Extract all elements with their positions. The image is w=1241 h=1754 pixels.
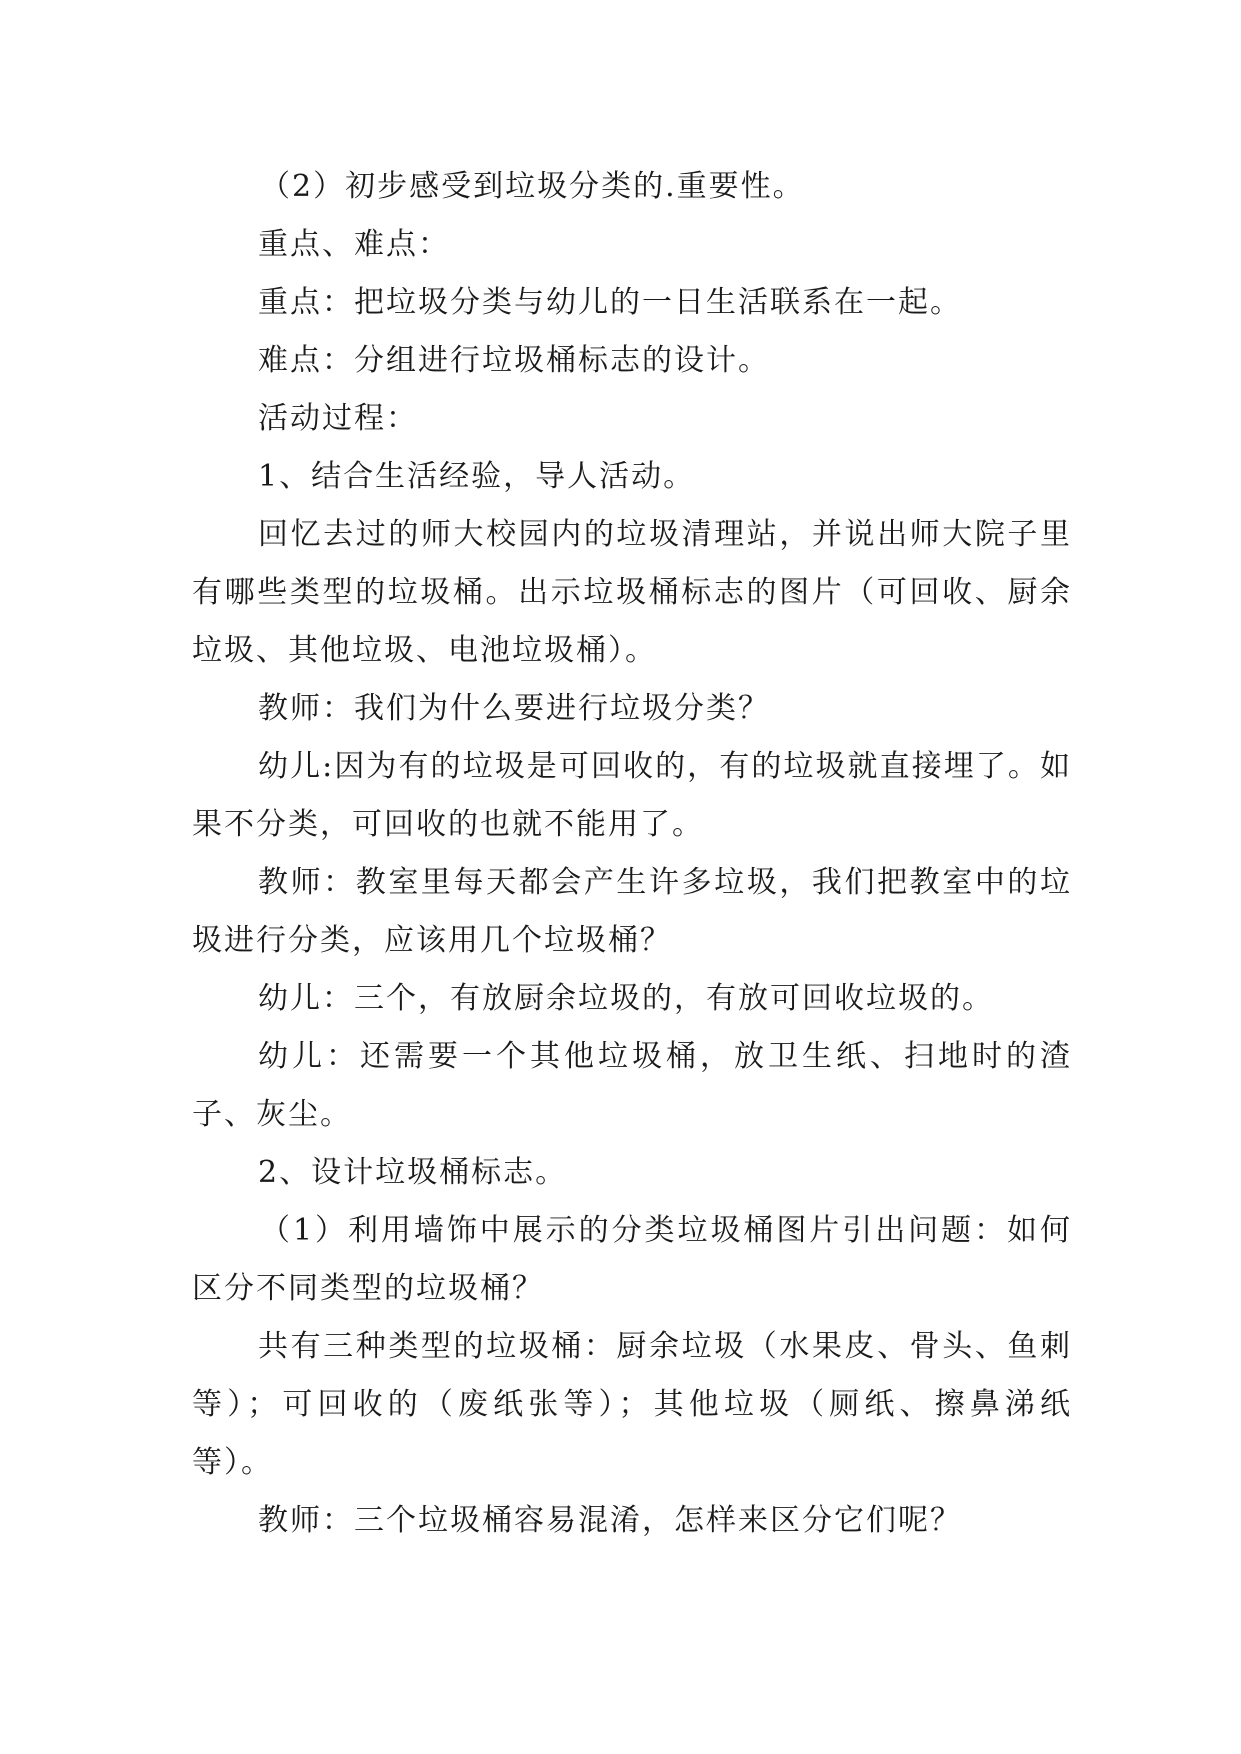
paragraph-child-answer-2: 幼儿：三个，有放厨余垃圾的，有放可回收垃圾的。 [258,981,994,1016]
paragraph-key-point: 重点：把垃圾分类与幼儿的一日生活联系在一起。 [258,285,962,320]
paragraph-key-points-heading: 重点、难点： [258,227,450,262]
paragraph-teacher-question-3: 教师：三个垃圾桶容易混淆，怎样来区分它们呢？ [258,1503,962,1538]
paragraph-teacher-question-1: 教师：我们为什么要进行垃圾分类？ [258,691,770,726]
paragraph-step-1: 1、结合生活经验，导人活动。 [258,459,696,494]
document-body [192,158,1072,1550]
paragraph-step-2: 2、设计垃圾桶标志。 [258,1155,568,1190]
paragraph-difficulty: 难点：分组进行垃圾桶标志的设计。 [258,343,770,378]
paragraph-goal-2: （2）初步感受到垃圾分类的.重要性。 [260,169,805,204]
paragraph-bin-types: 共有三种类型的垃圾桶：厨余垃圾（水果皮、骨头、鱼刺等）；可回收的（废纸张等）；其他垃圾（厕纸、擦鼻涕纸等）。 [192,1329,1072,1480]
paragraph-step-2-1: （1）利用墙饰中展示的分类垃圾桶图片引出问题：如何区分不同类型的垃圾桶？ [192,1213,1072,1306]
paragraph-child-answer-1: 幼儿:因为有的垃圾是可回收的，有的垃圾就直接埋了。如果不分类，可回收的也就不能用了。 [192,749,1072,842]
paragraph-process-heading: 活动过程： [258,401,418,436]
paragraph-recall: 回忆去过的师大校园内的垃圾清理站，并说出师大院子里有哪些类型的垃圾桶。出示垃圾桶标志的图片（可回收、厨余垃圾、其他垃圾、电池垃圾桶）。 [192,517,1072,668]
paragraph-teacher-question-2: 教师：教室里每天都会产生许多垃圾，我们把教室中的垃圾进行分类，应该用几个垃圾桶？ [192,865,1072,958]
paragraph-child-answer-3: 幼儿：还需要一个其他垃圾桶，放卫生纸、扫地时的渣子、灰尘。 [192,1039,1072,1132]
